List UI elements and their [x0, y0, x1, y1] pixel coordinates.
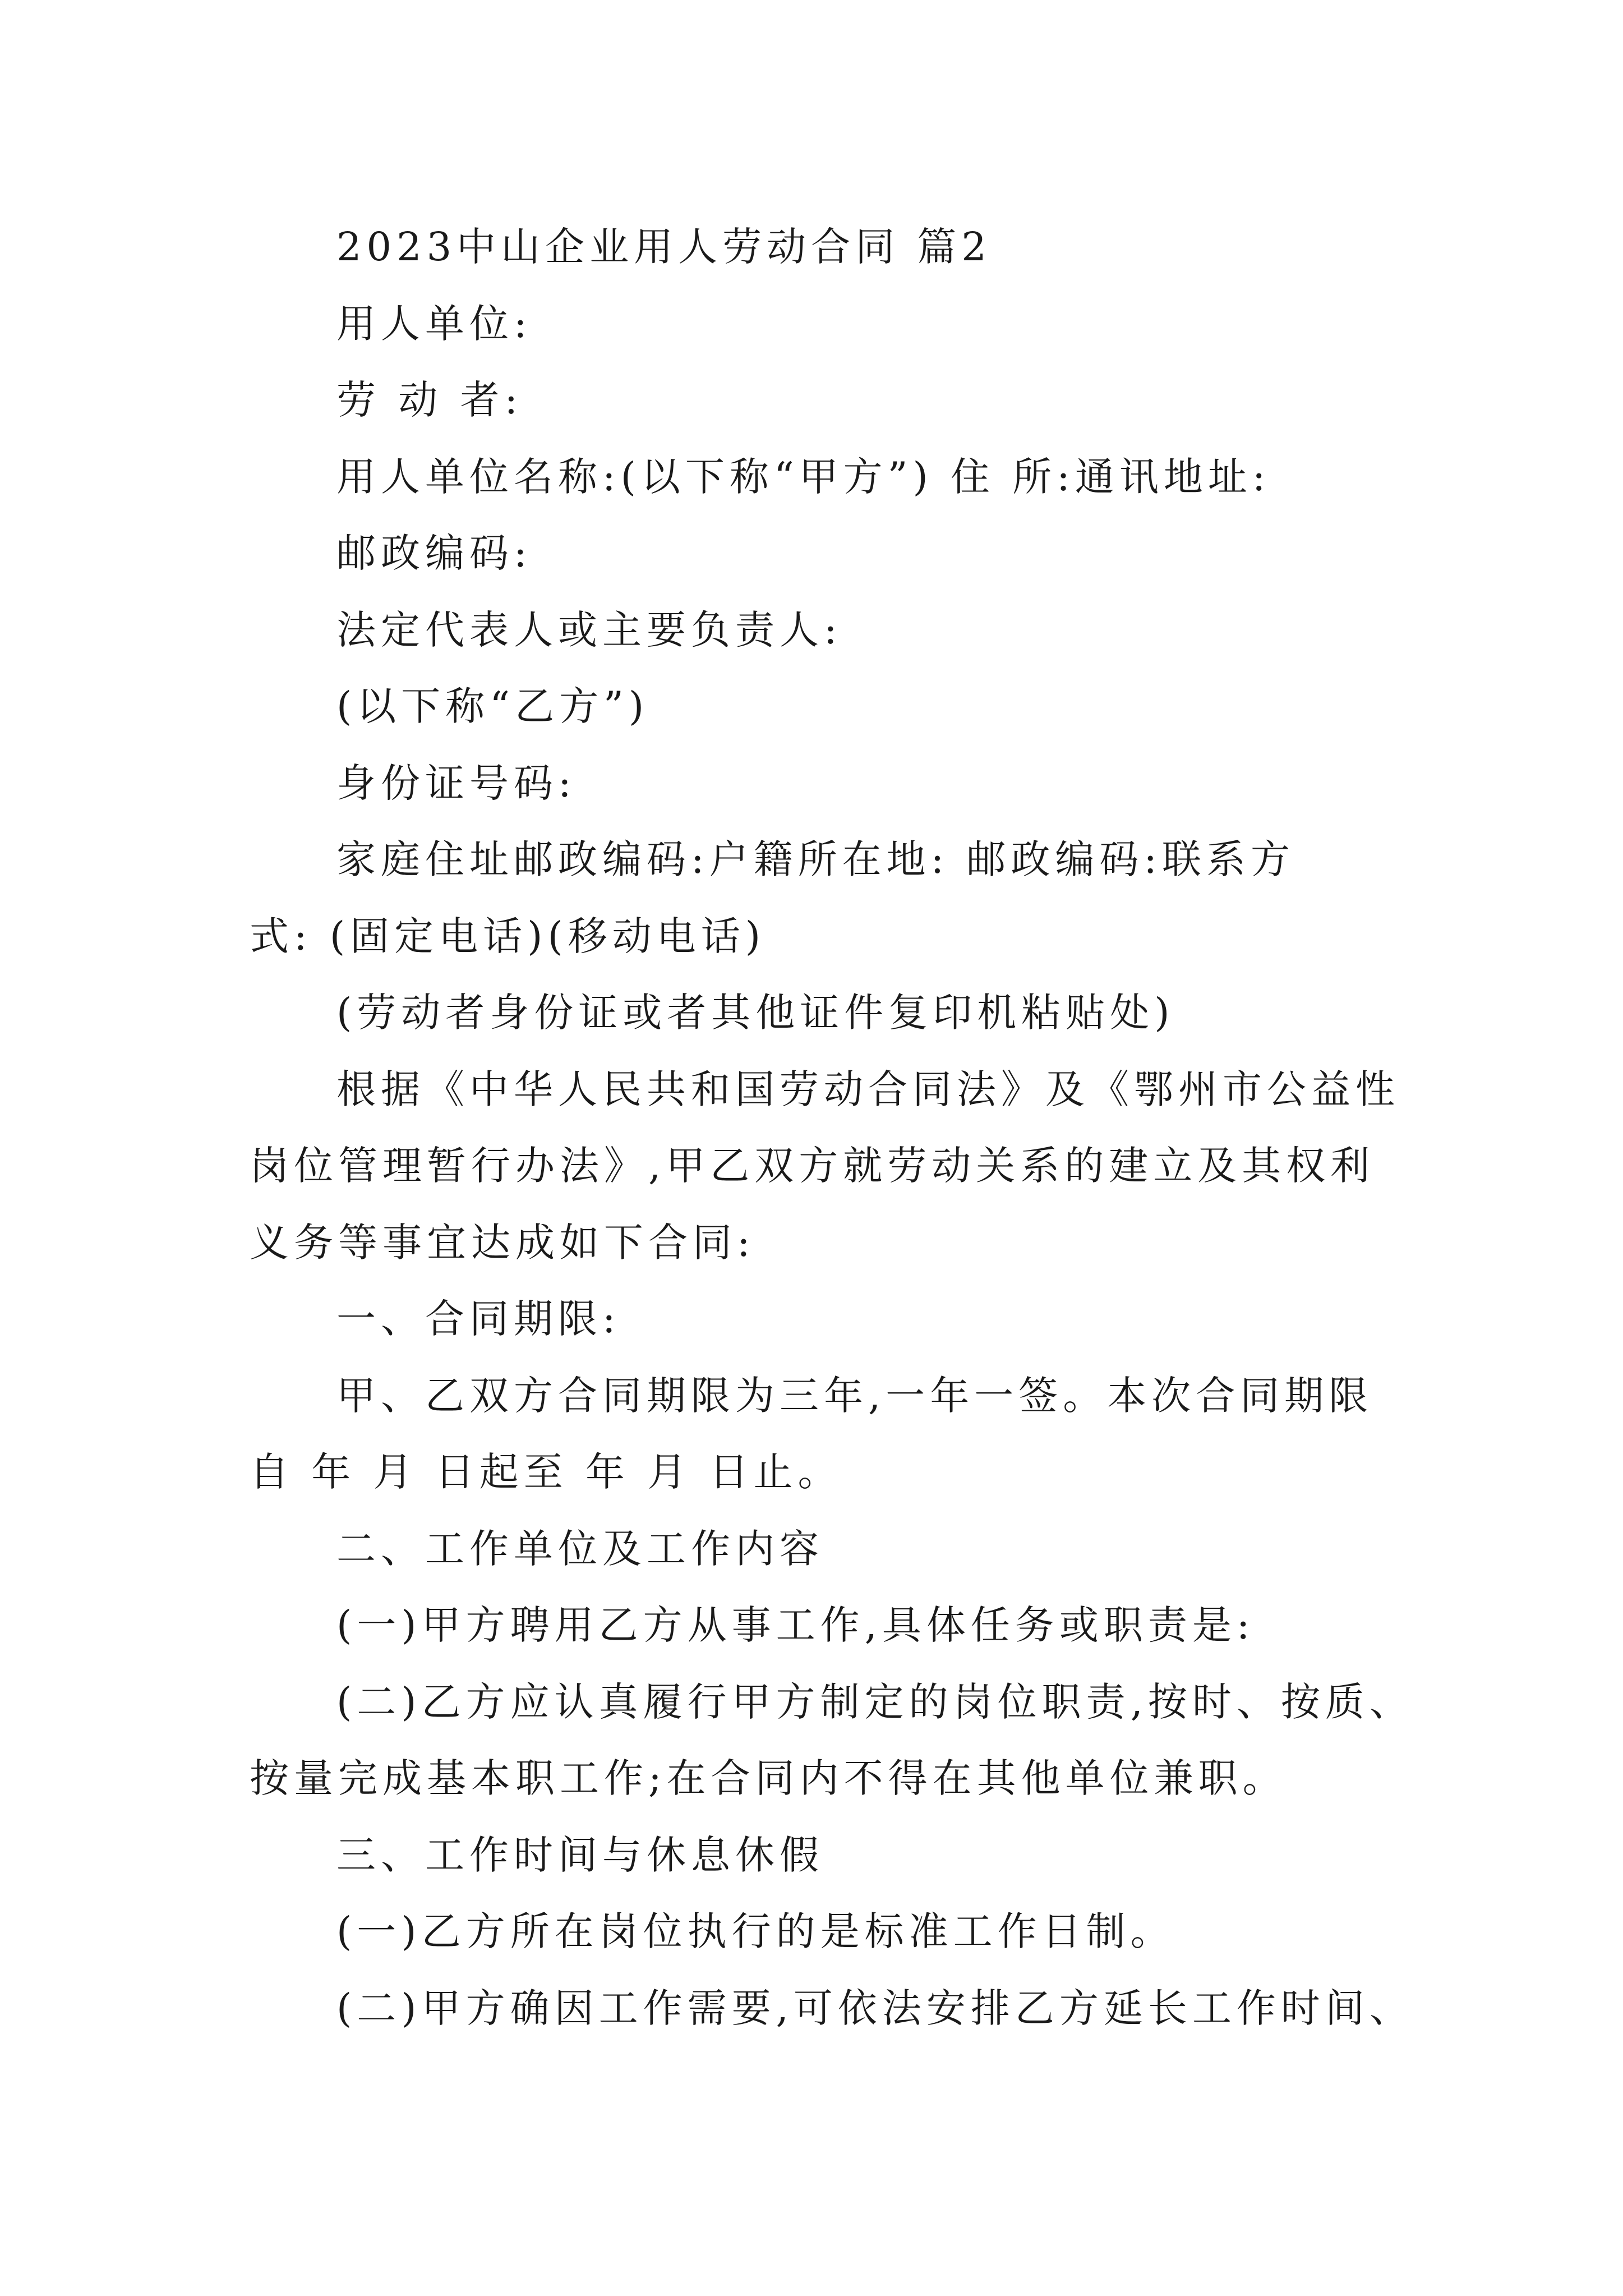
paragraph-basis-line-1: 根据《中华人民共和国劳动合同法》及《鄂州市公益性: [336, 1066, 1400, 1112]
section-1-line-2: 自 年 月 日起至 年 月 日止。: [250, 1449, 842, 1495]
party-b-label: (以下称“乙方”): [336, 683, 649, 729]
employer-name-address-field: 用人单位名称:(以下称“甲方”) 住 所:通讯地址:: [336, 453, 1271, 500]
worker-field: 劳 动 者:: [336, 377, 523, 423]
legal-representative-field: 法定代表人或主要负责人:: [336, 606, 842, 653]
section-1-heading: 一、合同期限:: [336, 1296, 621, 1342]
section-2-item-1: (一)甲方聘用乙方从事工作,具体任务或职责是:: [336, 1602, 1255, 1648]
section-2-heading: 二、工作单位及工作内容: [336, 1525, 824, 1572]
home-address-field: 家庭住址邮政编码:户籍所在地: 邮政编码:联系方: [336, 836, 1295, 882]
postal-code-field: 邮政编码:: [336, 530, 532, 576]
section-3-heading: 三、工作时间与休息休假: [336, 1832, 824, 1878]
section-2-item-2-line-1: (二)乙方应认真履行甲方制定的岗位职责,按时、按质、: [336, 1678, 1414, 1725]
contact-phone-field: 式: (固定电话)(移动电话): [250, 913, 766, 959]
id-number-field: 身份证号码:: [336, 760, 577, 806]
section-1-line-1: 甲、乙双方合同期限为三年,一年一签。本次合同期限: [336, 1372, 1373, 1419]
document-body: [250, 209, 1414, 2046]
paragraph-basis-line-3: 义务等事宜达成如下合同:: [250, 1219, 755, 1266]
employer-field: 用人单位:: [336, 300, 532, 347]
id-copy-note: (劳动者身份证或者其他证件复印机粘贴处): [336, 990, 1175, 1036]
section-3-item-1: (一)乙方所在岗位执行的是标准工作日制。: [336, 1908, 1175, 1954]
section-3-item-2: (二)甲方确因工作需要,可依法安排乙方延长工作时间、: [336, 1985, 1414, 2031]
paragraph-basis-line-2: 岗位管理暂行办法》,甲乙双方就劳动关系的建立及其权利: [250, 1143, 1375, 1189]
section-2-item-2-line-2: 按量完成基本职工作;在合同内不得在其他单位兼职。: [250, 1755, 1287, 1801]
document-title: 2023中山企业用人劳动合同 篇2: [336, 224, 992, 270]
